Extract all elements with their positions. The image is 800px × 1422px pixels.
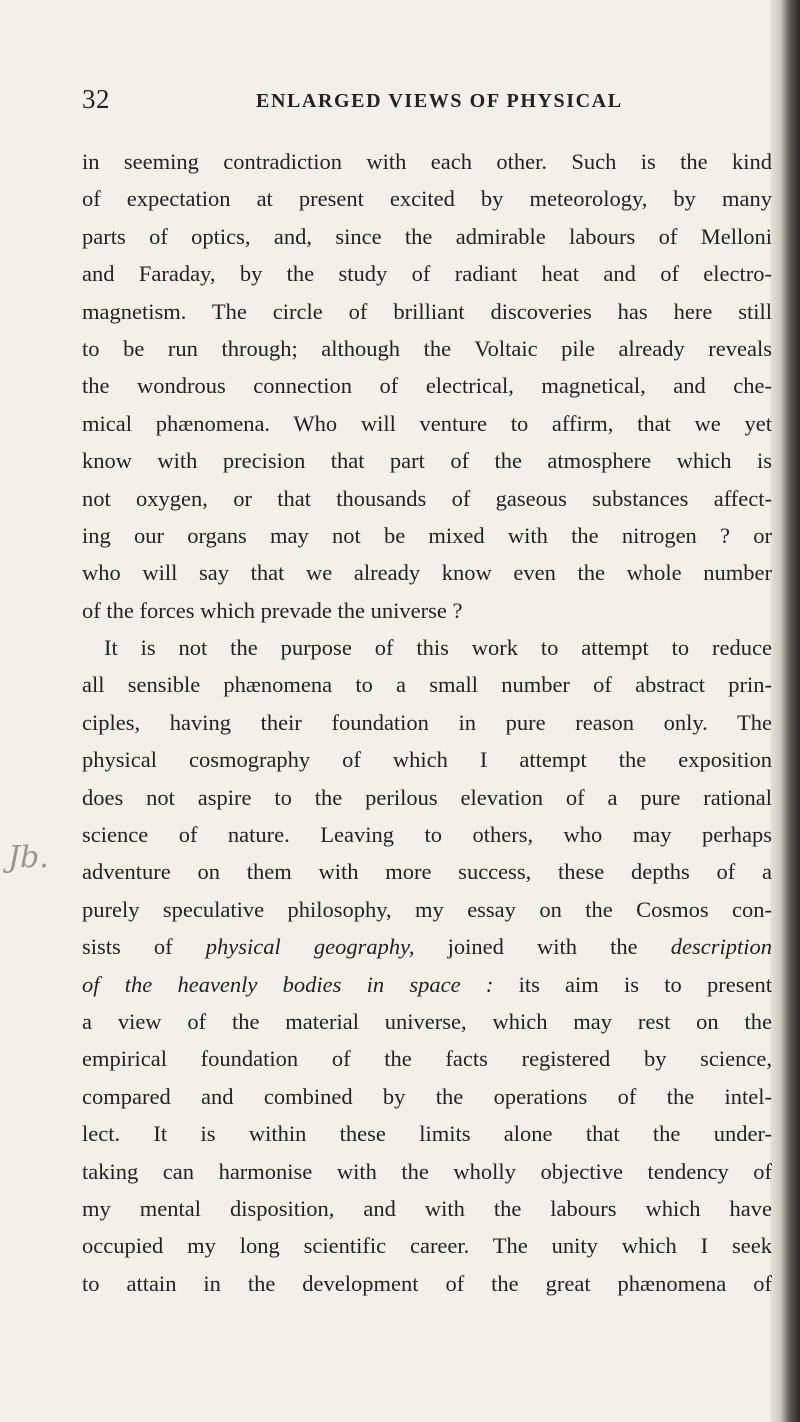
text-line: does not aspire to the perilous elevation of a pure rational xyxy=(82,784,772,810)
text-line: lect. It is within these limits alone that the under- xyxy=(82,1121,772,1147)
text-line: mical phænomena. Who will venture to affirm, that we yet xyxy=(82,410,772,436)
text-line: ing our organs may not be mixed with the nitrogen ? or xyxy=(82,522,772,548)
text-line: not oxygen, or that thousands of gaseous substances affect- xyxy=(82,485,772,511)
text-line: a view of the material universe, which may rest on the xyxy=(82,1008,772,1034)
text-line: to be run through; although the Voltaic pile already reveals xyxy=(82,335,772,361)
text-line: parts of optics, and, since the admirable labours of Melloni xyxy=(82,223,772,249)
text-line: who will say that we already know even the whole number xyxy=(82,560,772,586)
text-line: magnetism. The circle of brilliant discoveries has here still xyxy=(82,298,772,324)
text-line: my mental disposition, and with the labours which have xyxy=(82,1195,772,1221)
running-title: ENLARGED VIEWS OF PHYSICAL xyxy=(256,90,623,112)
text-line: and Faraday, by the study of radiant heat and of electro- xyxy=(82,261,772,287)
text-line xyxy=(82,966,772,1003)
text-line: compared and combined by the operations of the intel- xyxy=(82,1083,772,1109)
text-line: ciples, having their foundation in pure reason only. The xyxy=(82,709,772,735)
text-run: joined with the xyxy=(414,934,671,960)
page-header xyxy=(82,84,772,124)
text-line: all sensible phænomena to a small number of abstract prin- xyxy=(82,672,772,698)
text-line: in seeming contradiction with each other. Such is the kind xyxy=(82,149,772,174)
body-text xyxy=(82,143,772,1302)
text-line: of expectation at present excited by meteorology, by many xyxy=(82,186,772,212)
text-line: of the forces which prevade the universe ? xyxy=(82,597,463,623)
italic-run: description xyxy=(670,934,773,960)
text-line: empirical foundation of the facts registered by science, xyxy=(82,1046,772,1072)
text-run: sists of xyxy=(82,934,206,960)
italic-run: physical geography, xyxy=(205,934,415,960)
page-number: 32 xyxy=(82,84,110,114)
text-line: occupied my long scientific career. The unity which I seek xyxy=(82,1233,772,1259)
text-line: the wondrous connection of electrical, magnetical, and che- xyxy=(82,373,772,399)
text-line xyxy=(82,928,772,965)
text-line: taking can harmonise with the wholly objective tendency of xyxy=(82,1158,772,1184)
paragraph-start-line: It is not the purpose of this work to attempt to reduce xyxy=(104,635,772,661)
text-line: to attain in the development of the great phænomena of xyxy=(82,1270,772,1296)
margin-annotation: Jb. xyxy=(8,840,49,875)
text-line: physical cosmography of which I attempt the exposition xyxy=(82,747,772,773)
text-line: adventure on them with more success, these depths of a xyxy=(82,859,772,885)
text-run: its aim is to present xyxy=(493,971,772,997)
binding-edge xyxy=(770,0,800,1422)
text-line: science of nature. Leaving to others, who may perhaps xyxy=(82,822,772,848)
text-line: purely speculative philosophy, my essay on the Cosmos con- xyxy=(82,896,772,922)
text-line: know with precision that part of the atmosphere which is xyxy=(82,448,772,474)
italic-run: of the heavenly bodies in space : xyxy=(82,971,494,997)
